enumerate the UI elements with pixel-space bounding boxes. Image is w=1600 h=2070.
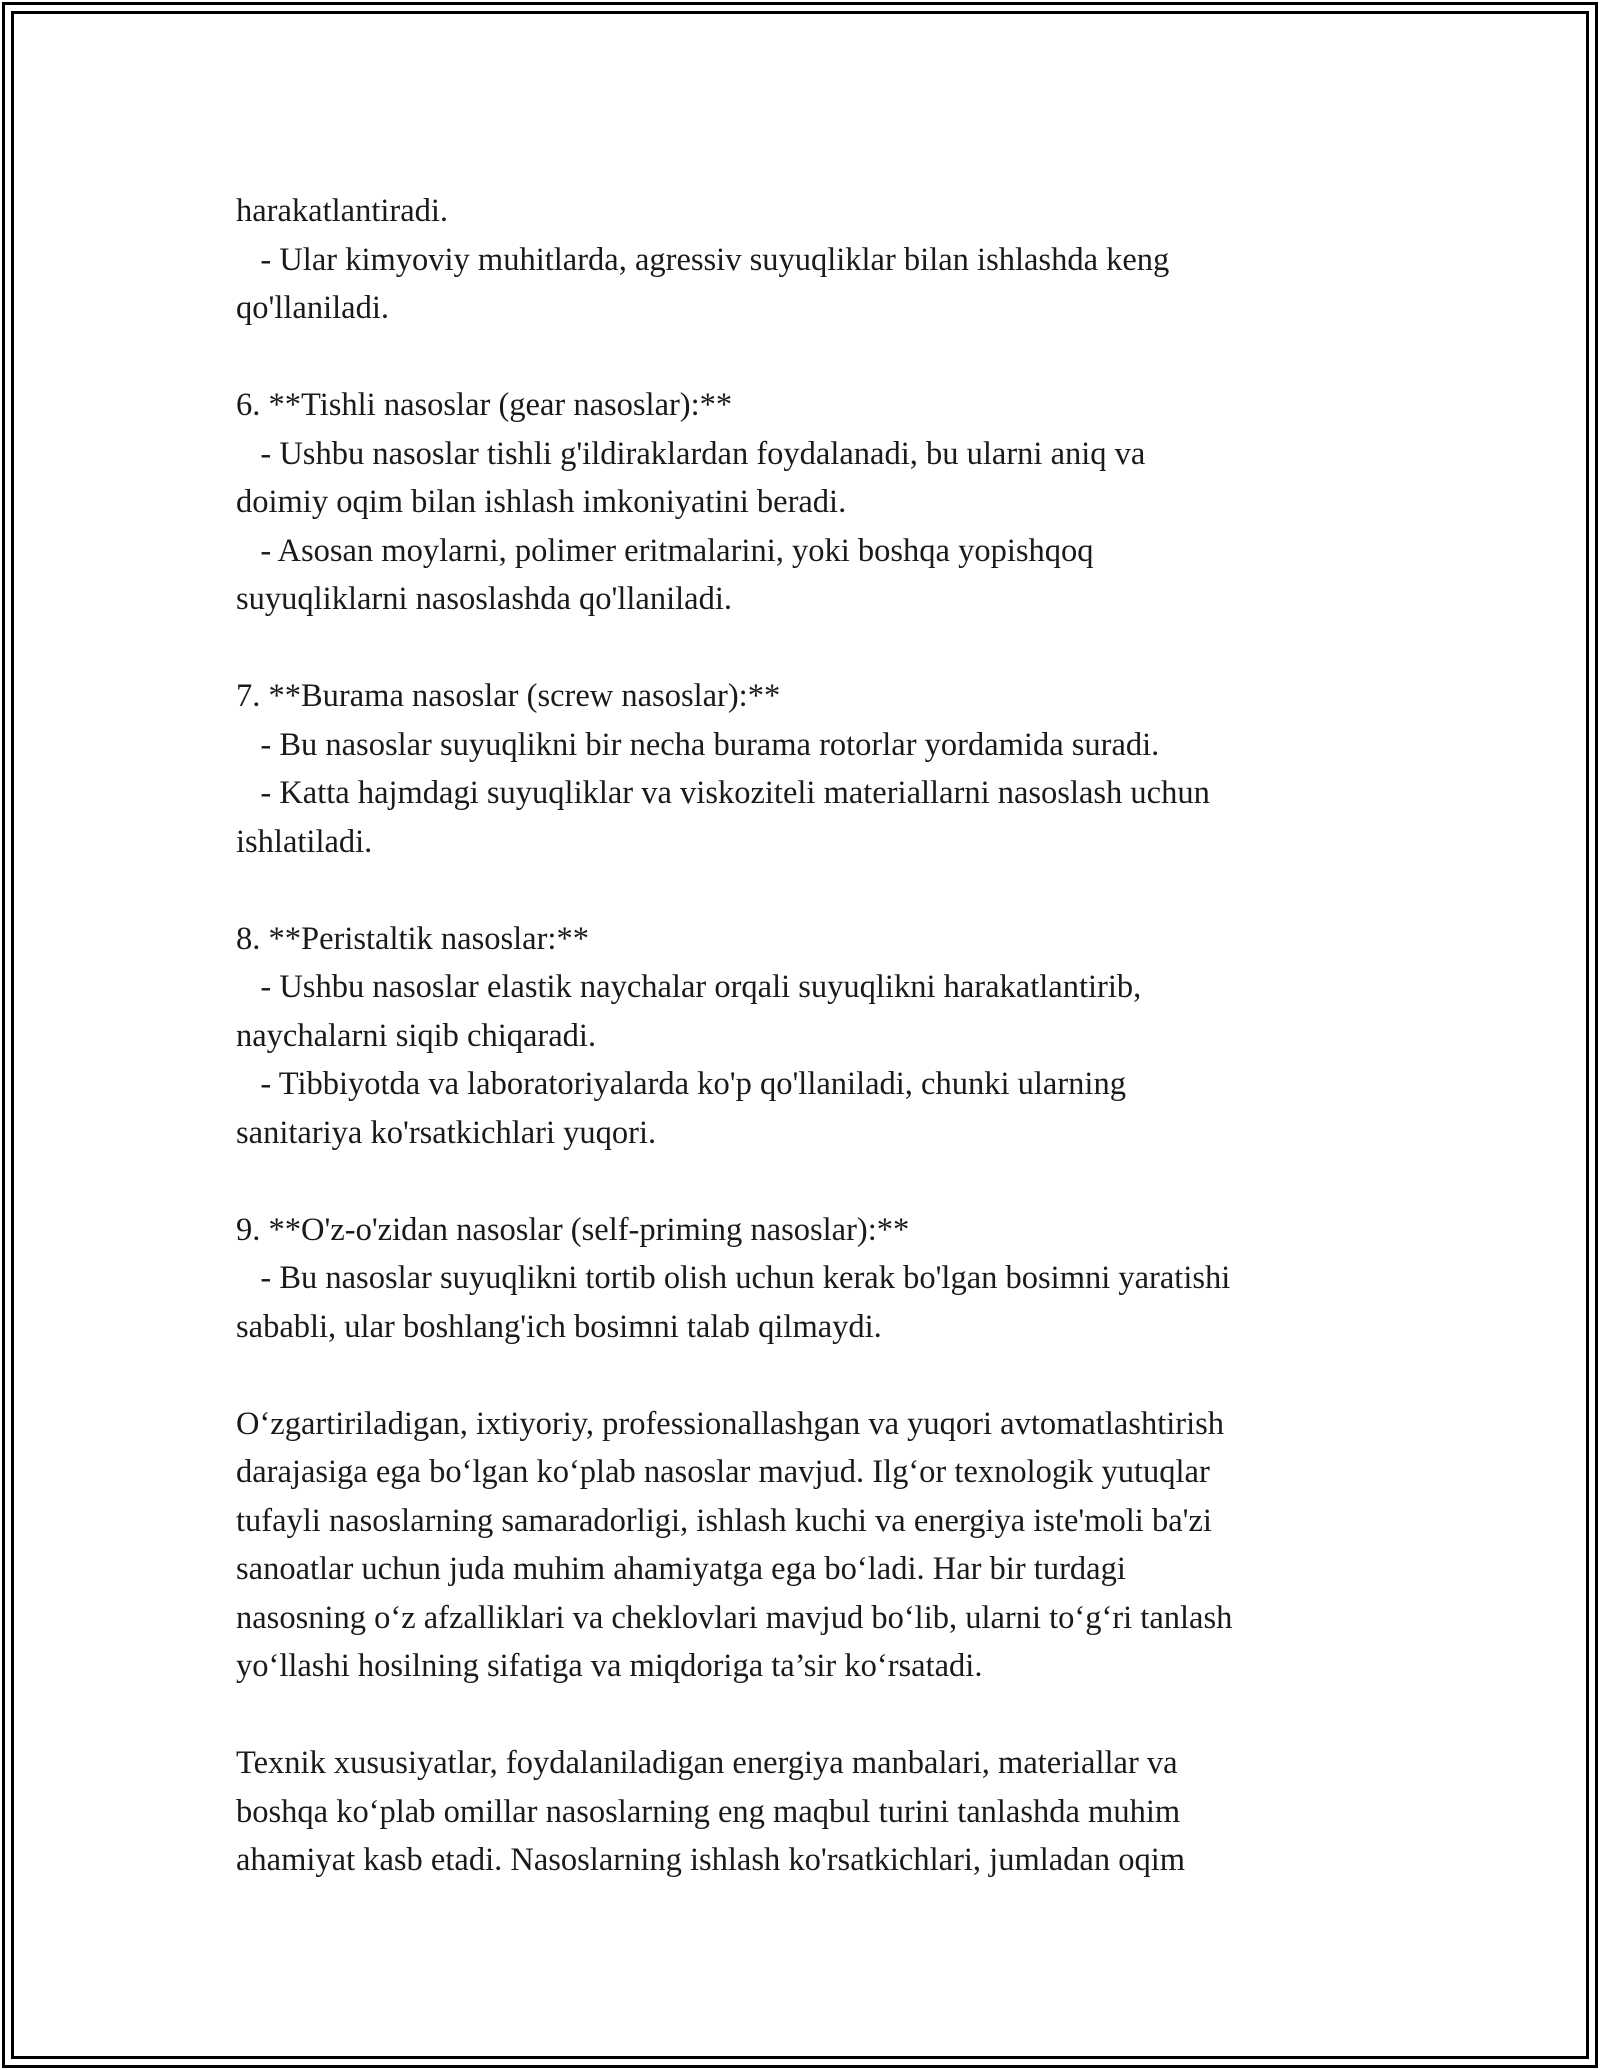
text-line: - Ular kimyoviy muhitlarda, agressiv suyuqliklar bilan ishlashda keng [236,241,1170,278]
block-continuation [236,187,1386,333]
text-line: Texnik xususiyatlar, foydalaniladigan energiya manbalari, materiallar va [236,1745,1178,1781]
list-item-peristaltic-pumps [236,915,1386,1158]
text-line: - Bu nasoslar suyuqlikni bir necha burama rotorlar yordamida suradi. [236,726,1160,763]
paragraph-spacer [236,866,1386,915]
text-line: - Ushbu nasoslar elastik naychalar orqali suyuqlikni harakatlantirib, [236,969,1142,1005]
text-line: - Katta hajmdagi suyuqliklar va viskoziteli materiallarni nasoslash uchun [236,775,1210,811]
list-item-heading: 7. **Burama nasoslar (screw nasoslar):** [236,678,781,714]
text-line: doimiy oqim bilan ishlash imkoniyatini beradi. [236,484,847,520]
text-line: - Tibbiyotda va laboratoriyalarda ko'p qo'llaniladi, chunki ularning [236,1066,1126,1102]
paragraph-spacer [236,1691,1386,1740]
list-item-heading: 6. **Tishli nasoslar (gear nasoslar):** [236,387,733,423]
text-line: - Ushbu nasoslar tishli g'ildiraklardan foydalanadi, bu ularni aniq va [236,435,1146,472]
text-line: sanoatlar uchun juda muhim ahamiyatga ega bo‘ladi. Har bir turdagi [236,1551,1126,1587]
text-line: qo'llaniladi. [236,290,389,326]
text-line: - Asosan moylarni, polimer eritmalarini, yoki boshqa yopishqoq [236,532,1094,569]
text-line: darajasiga ega bo‘lgan ko‘plab nasoslar mavjud. Ilg‘or texnologik yutuqlar [236,1454,1210,1490]
list-item-gear-pumps [236,381,1386,624]
text-line: naychalarni siqib chiqaradi. [236,1017,597,1054]
document-body [236,187,1386,1885]
paragraph-spacer [236,1157,1386,1206]
list-item-self-priming-pumps [236,1206,1386,1352]
text-line: yo‘llashi hosilning sifatiga va miqdoriga ta’sir ko‘rsatadi. [236,1648,983,1684]
text-line: harakatlantiradi. [236,193,449,229]
paragraph-spacer [236,333,1386,382]
paragraph-pump-variety [236,1400,1386,1691]
text-line: O‘zgartiriladigan, ixtiyoriy, professionallashgan va yuqori avtomatlashtirish [236,1405,1224,1442]
list-item-heading: 8. **Peristaltik nasoslar:** [236,920,589,957]
text-line: tufayli nasoslarning samaradorligi, ishlash kuchi va energiya iste'moli ba'zi [236,1502,1212,1539]
text-line: ishlatiladi. [236,823,373,860]
list-item-heading: 9. **O'z-o'zidan nasoslar (self-priming nasoslar):** [236,1211,910,1248]
list-item-screw-pumps [236,672,1386,866]
text-line: sanitariya ko'rsatkichlari yuqori. [236,1114,657,1151]
paragraph-spacer [236,624,1386,673]
text-line: ahamiyat kasb etadi. Nasoslarning ishlash ko'rsatkichlari, jumladan oqim [236,1842,1186,1878]
text-line: nasosning o‘z afzalliklari va cheklovlari mavjud bo‘lib, ularni to‘g‘ri tanlash [236,1599,1233,1636]
text-line: sababli, ular boshlang'ich bosimni talab qilmaydi. [236,1308,882,1345]
paragraph-selection-factors [236,1739,1386,1885]
text-line: boshqa ko‘plab omillar nasoslarning eng maqbul turini tanlashda muhim [236,1793,1181,1830]
paragraph-spacer [236,1351,1386,1400]
text-line: suyuqliklarni nasoslashda qo'llaniladi. [236,581,732,617]
text-line: - Bu nasoslar suyuqlikni tortib olish uchun kerak bo'lgan bosimni yaratishi [236,1260,1231,1296]
